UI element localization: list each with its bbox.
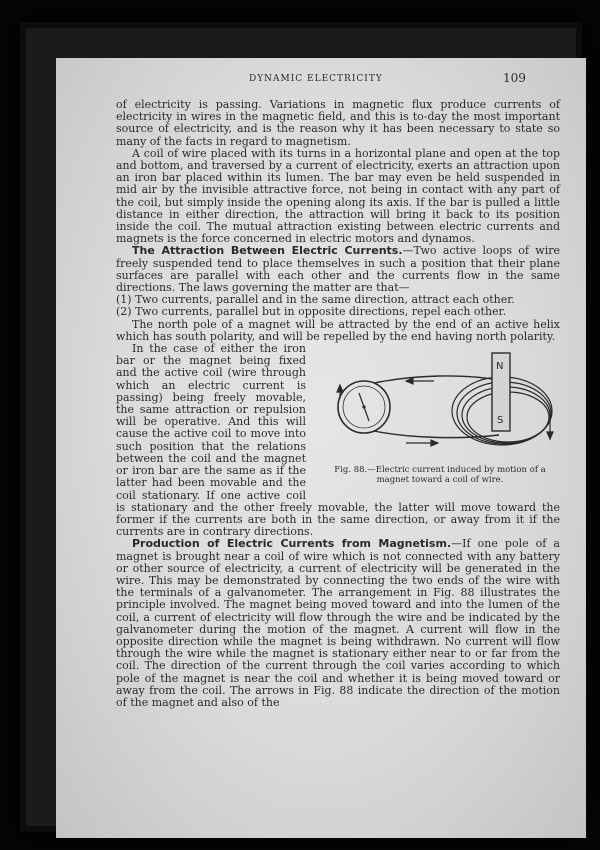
running-header <box>56 73 586 89</box>
north-pole-label: N <box>496 361 504 373</box>
body-text <box>116 99 560 709</box>
figure-88-illustration <box>314 347 560 465</box>
bar-magnet <box>492 353 510 431</box>
law-2: (2) Two currents, parallel but in opposite directions, repel each other. <box>116 305 507 319</box>
figure-caption: Fig. 88.—Electric current induced by motion of a magnet toward a coil of wire. <box>334 465 546 486</box>
arrow-right <box>547 432 553 439</box>
page-number: 109 <box>503 71 526 85</box>
paragraph-3-text: —Two active loops of wire freely suspended tend to place themselves in such a position that their plane surfaces are parallel with each other and the currents flow in the same directions. The laws governing the matter are that— <box>116 244 561 295</box>
paragraph-2: A coil of wire placed with its turns in a horizontal plane and open at the top and bottom, and traversed by a current of electricity, exerts an attraction upon an iron bar placed within its lumen. The bar may even be held suspended in mid air by the invisible attractive force, not being in contact with any part of the coil, but simply inside the opening along its axis. If the bar is pulled a little distance in either direction, the attraction will bring it back to its position inside the coil. The mutual attraction existing between electric currents and magnets is the force concerned in electric motors and dynamos. <box>116 146 560 246</box>
arrow-lower <box>431 440 438 446</box>
section-heading-production: Production of Electric Currents from Magnetism. <box>132 537 452 551</box>
figure-88 <box>314 347 560 495</box>
book-page <box>56 58 586 838</box>
paragraph-1: of electricity is passing. Variations in magnetic flux produce currents of electricity in wires in the magnetic field, and this is to-day the most important source of electricity, and is the reason why it has been necessary to state so many of the facts in regard to magnetism. <box>116 98 560 148</box>
paragraph-4: The north pole of a magnet will be attracted by the end of an active helix which has south polarity, and will be repelled by the end having north polarity. <box>116 317 560 343</box>
arrow-upper <box>406 378 413 384</box>
paragraph-3 <box>116 245 560 294</box>
lower-wire <box>374 431 499 438</box>
paragraph-6 <box>116 538 560 709</box>
running-title: DYNAMIC ELECTRICITY <box>249 74 383 84</box>
paragraph-5: In the case of either the iron bar or the magnet being fixed and the active coil (wire through which an electric current is passing) being freely movable, the same attraction or repulsion will be operative. And this will cause the active coil to move into such position that the relations between the coil and the magnet or iron bar are the same as if the latter had been movable and the coil stationary. If one active coil is stationary and the other freely movable, the latter will move toward the former if the currents are both in the same direction, or away from it if the currents are in contrary directions. <box>116 342 560 539</box>
law-1: (1) Two currents, parallel and in the same direction, attract each other. <box>116 293 515 307</box>
galvanometer <box>338 381 390 433</box>
photo-frame <box>20 22 582 832</box>
arrow-left <box>337 385 343 392</box>
south-pole-label: S <box>497 415 504 427</box>
paragraph-6-text: —If one pole of a magnet is brought near a coil of wire which is not connected with any battery or other source of electricity, a current of electricity will be generated in the wire. This may be demonstrated by connecting the two ends of the wire with the terminals of a galvanometer. The arrangement in Fig. 88 illustrates the principle involved. The magnet being moved toward and into the lumen of the coil, a current of electricity will flow through the wire and be indicated by the galvanometer during the motion of the magnet. A current will flow in the opposite direction while the magnet is being withdrawn. No current will flow through the wire while the magnet is stationary either near to or far from the coil. The direction of the current through the coil varies according to which pole of the magnet is near the coil and whether it is being moved toward or away from the coil. The arrows in Fig. 88 indicate the direction of the motion of the magnet and also of the <box>116 537 560 709</box>
section-heading-attraction: The Attraction Between Electric Currents. <box>132 244 403 258</box>
